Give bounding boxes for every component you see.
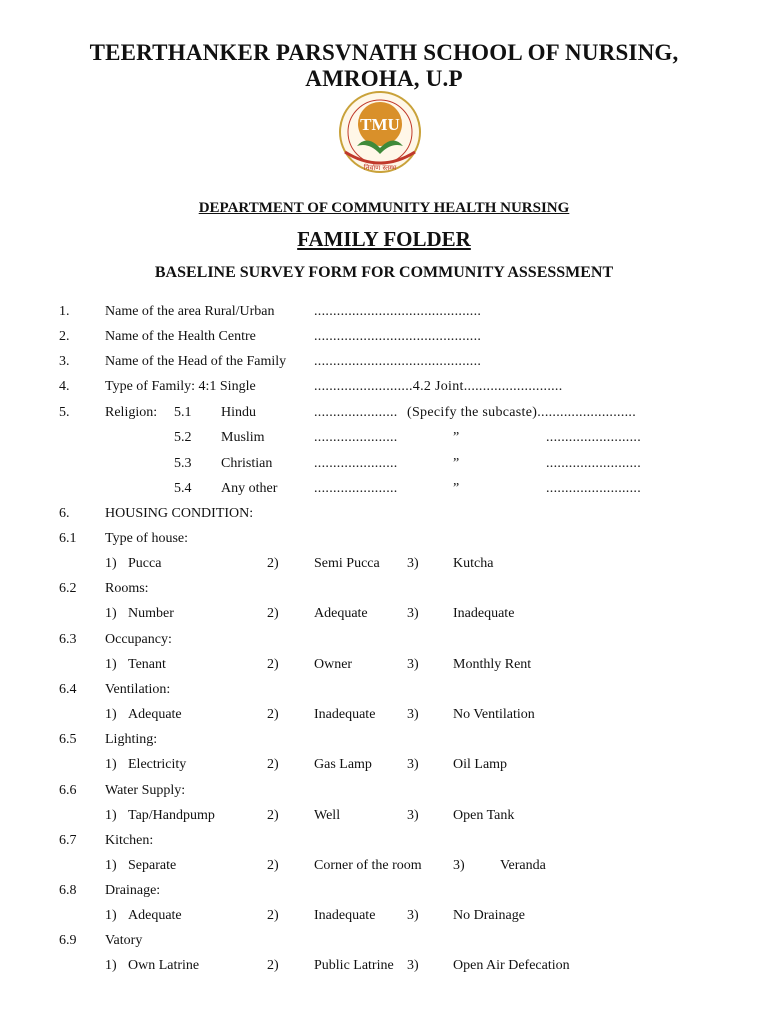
religion-name: Any other <box>221 481 278 496</box>
religion-blank-2[interactable]: ......................... <box>546 456 641 471</box>
religion-blank[interactable]: ...................... <box>314 481 398 496</box>
q6-number: 6. <box>59 506 70 521</box>
q4-number: 4. <box>59 379 70 394</box>
option-number: 1) <box>105 757 117 772</box>
option-choice[interactable]: Gas Lamp <box>314 757 372 772</box>
housing-item-label: Rooms: <box>105 581 149 596</box>
option-choice[interactable]: No Drainage <box>453 908 525 923</box>
option-number: 2) <box>267 606 279 621</box>
university-logo <box>305 88 455 188</box>
department-heading: DEPARTMENT OF COMMUNITY HEALTH NURSING <box>198 200 570 216</box>
ditto-mark: ” <box>453 430 460 445</box>
religion-blank-2[interactable]: ......................... <box>546 481 641 496</box>
q1-number: 1. <box>59 304 70 319</box>
housing-item-label: Kitchen: <box>105 833 154 848</box>
religion-code: 5.4 <box>174 481 192 496</box>
form-subtitle: BASELINE SURVEY FORM FOR COMMUNITY ASSESSMENT <box>154 264 614 281</box>
option-choice[interactable]: Tenant <box>128 657 166 672</box>
q2-label: Name of the Health Centre <box>105 329 256 344</box>
option-number: 1) <box>105 556 117 571</box>
religion-code: 5.1 <box>174 405 192 420</box>
q4-label: Type of Family: 4:1 Single <box>105 379 256 394</box>
q1-blank[interactable]: ............................................ <box>314 304 482 319</box>
housing-item-label: Type of house: <box>105 531 189 546</box>
option-choice[interactable]: Inadequate <box>314 707 376 722</box>
option-choice[interactable]: No Ventilation <box>453 707 535 722</box>
option-choice[interactable]: Monthly Rent <box>453 657 532 672</box>
religion-blank[interactable]: ...................... <box>314 405 398 420</box>
option-choice[interactable]: Open Air Defecation <box>453 958 570 973</box>
school-name-line2: AMROHA, U.P <box>305 66 463 91</box>
religion-blank[interactable]: ...................... <box>314 430 398 445</box>
housing-item-label: Occupancy: <box>105 632 172 647</box>
option-number: 3) <box>407 808 419 823</box>
religion-code: 5.3 <box>174 456 192 471</box>
housing-item-number: 6.9 <box>59 933 77 948</box>
option-number: 1) <box>105 606 117 621</box>
q1-label: Name of the area Rural/Urban <box>105 304 275 319</box>
option-choice[interactable]: Veranda <box>500 858 546 873</box>
option-choice[interactable]: Inadequate <box>453 606 515 621</box>
q5-number: 5. <box>59 405 70 420</box>
option-choice[interactable]: Corner of the room <box>314 858 422 873</box>
q3-label: Name of the Head of the Family <box>105 354 287 369</box>
option-choice[interactable]: Inadequate <box>314 908 376 923</box>
form-title: FAMILY FOLDER <box>297 227 471 251</box>
option-number: 1) <box>105 657 117 672</box>
option-number: 3) <box>407 707 419 722</box>
option-choice[interactable]: Own Latrine <box>128 958 200 973</box>
option-number: 1) <box>105 858 117 873</box>
option-choice[interactable]: Public Latrine <box>314 958 394 973</box>
religion-name: Muslim <box>221 430 265 445</box>
option-number: 3) <box>407 606 419 621</box>
housing-item-number: 6.2 <box>59 581 77 596</box>
option-number: 2) <box>267 707 279 722</box>
option-choice[interactable]: Semi Pucca <box>314 556 380 571</box>
option-choice[interactable]: Number <box>128 606 174 621</box>
option-number: 2) <box>267 858 279 873</box>
q5-label: Religion: <box>105 405 158 420</box>
q6-label: HOUSING CONDITION: <box>105 506 254 521</box>
option-choice[interactable]: Well <box>314 808 341 823</box>
option-choice[interactable]: Tap/Handpump <box>128 808 215 823</box>
q3-number: 3. <box>59 354 70 369</box>
option-choice[interactable]: Adequate <box>314 606 368 621</box>
option-choice[interactable]: Adequate <box>128 908 182 923</box>
housing-item-label: Drainage: <box>105 883 161 898</box>
q2-blank[interactable]: ............................................ <box>314 329 482 344</box>
option-number: 3) <box>407 757 419 772</box>
option-number: 3) <box>407 657 419 672</box>
housing-item-number: 6.8 <box>59 883 77 898</box>
religion-subcaste-note[interactable]: (Specify the subcaste).......................... <box>407 405 637 420</box>
option-number: 2) <box>267 757 279 772</box>
option-number: 2) <box>267 908 279 923</box>
q3-blank[interactable]: ............................................ <box>314 354 482 369</box>
option-choice[interactable]: Open Tank <box>453 808 515 823</box>
option-number: 2) <box>267 556 279 571</box>
housing-item-number: 6.1 <box>59 531 77 546</box>
q2-number: 2. <box>59 329 70 344</box>
option-choice[interactable]: Owner <box>314 657 353 672</box>
logo-tmu-text: TMU <box>360 115 400 134</box>
religion-blank[interactable]: ...................... <box>314 456 398 471</box>
q4-blank[interactable]: ..........................4.2 Joint.......................... <box>314 379 563 394</box>
religion-name: Christian <box>221 456 273 471</box>
option-number: 2) <box>267 808 279 823</box>
option-number: 2) <box>267 958 279 973</box>
housing-item-number: 6.4 <box>59 682 77 697</box>
option-choice[interactable]: Separate <box>128 858 177 873</box>
option-number: 1) <box>105 707 117 722</box>
option-number: 3) <box>407 958 419 973</box>
option-number: 2) <box>267 657 279 672</box>
housing-item-label: Ventilation: <box>105 682 171 697</box>
religion-name: Hindu <box>221 405 256 420</box>
housing-item-number: 6.3 <box>59 632 77 647</box>
option-number: 1) <box>105 958 117 973</box>
ditto-mark: ” <box>453 456 460 471</box>
religion-blank-2[interactable]: ......................... <box>546 430 641 445</box>
housing-item-number: 6.5 <box>59 732 77 747</box>
housing-item-label: Lighting: <box>105 732 158 747</box>
option-choice[interactable]: Pucca <box>128 556 162 571</box>
housing-item-label: Vatory <box>105 933 143 948</box>
option-number: 3) <box>407 556 419 571</box>
housing-item-number: 6.6 <box>59 783 77 798</box>
ditto-mark: ” <box>453 481 460 496</box>
option-number: 3) <box>407 908 419 923</box>
housing-item-label: Water Supply: <box>105 783 186 798</box>
option-number: 1) <box>105 908 117 923</box>
option-choice[interactable]: Electricity <box>128 757 187 772</box>
option-number: 1) <box>105 808 117 823</box>
option-choice[interactable]: Oil Lamp <box>453 757 508 772</box>
logo-motto: निर्वाण स्तम्भ <box>363 164 397 172</box>
housing-item-number: 6.7 <box>59 833 77 848</box>
religion-code: 5.2 <box>174 430 192 445</box>
option-choice[interactable]: Kutcha <box>453 556 494 571</box>
option-number: 3) <box>453 858 465 873</box>
school-name-line1: TEERTHANKER PARSVNATH SCHOOL OF NURSING, <box>89 40 679 65</box>
option-choice[interactable]: Adequate <box>128 707 182 722</box>
